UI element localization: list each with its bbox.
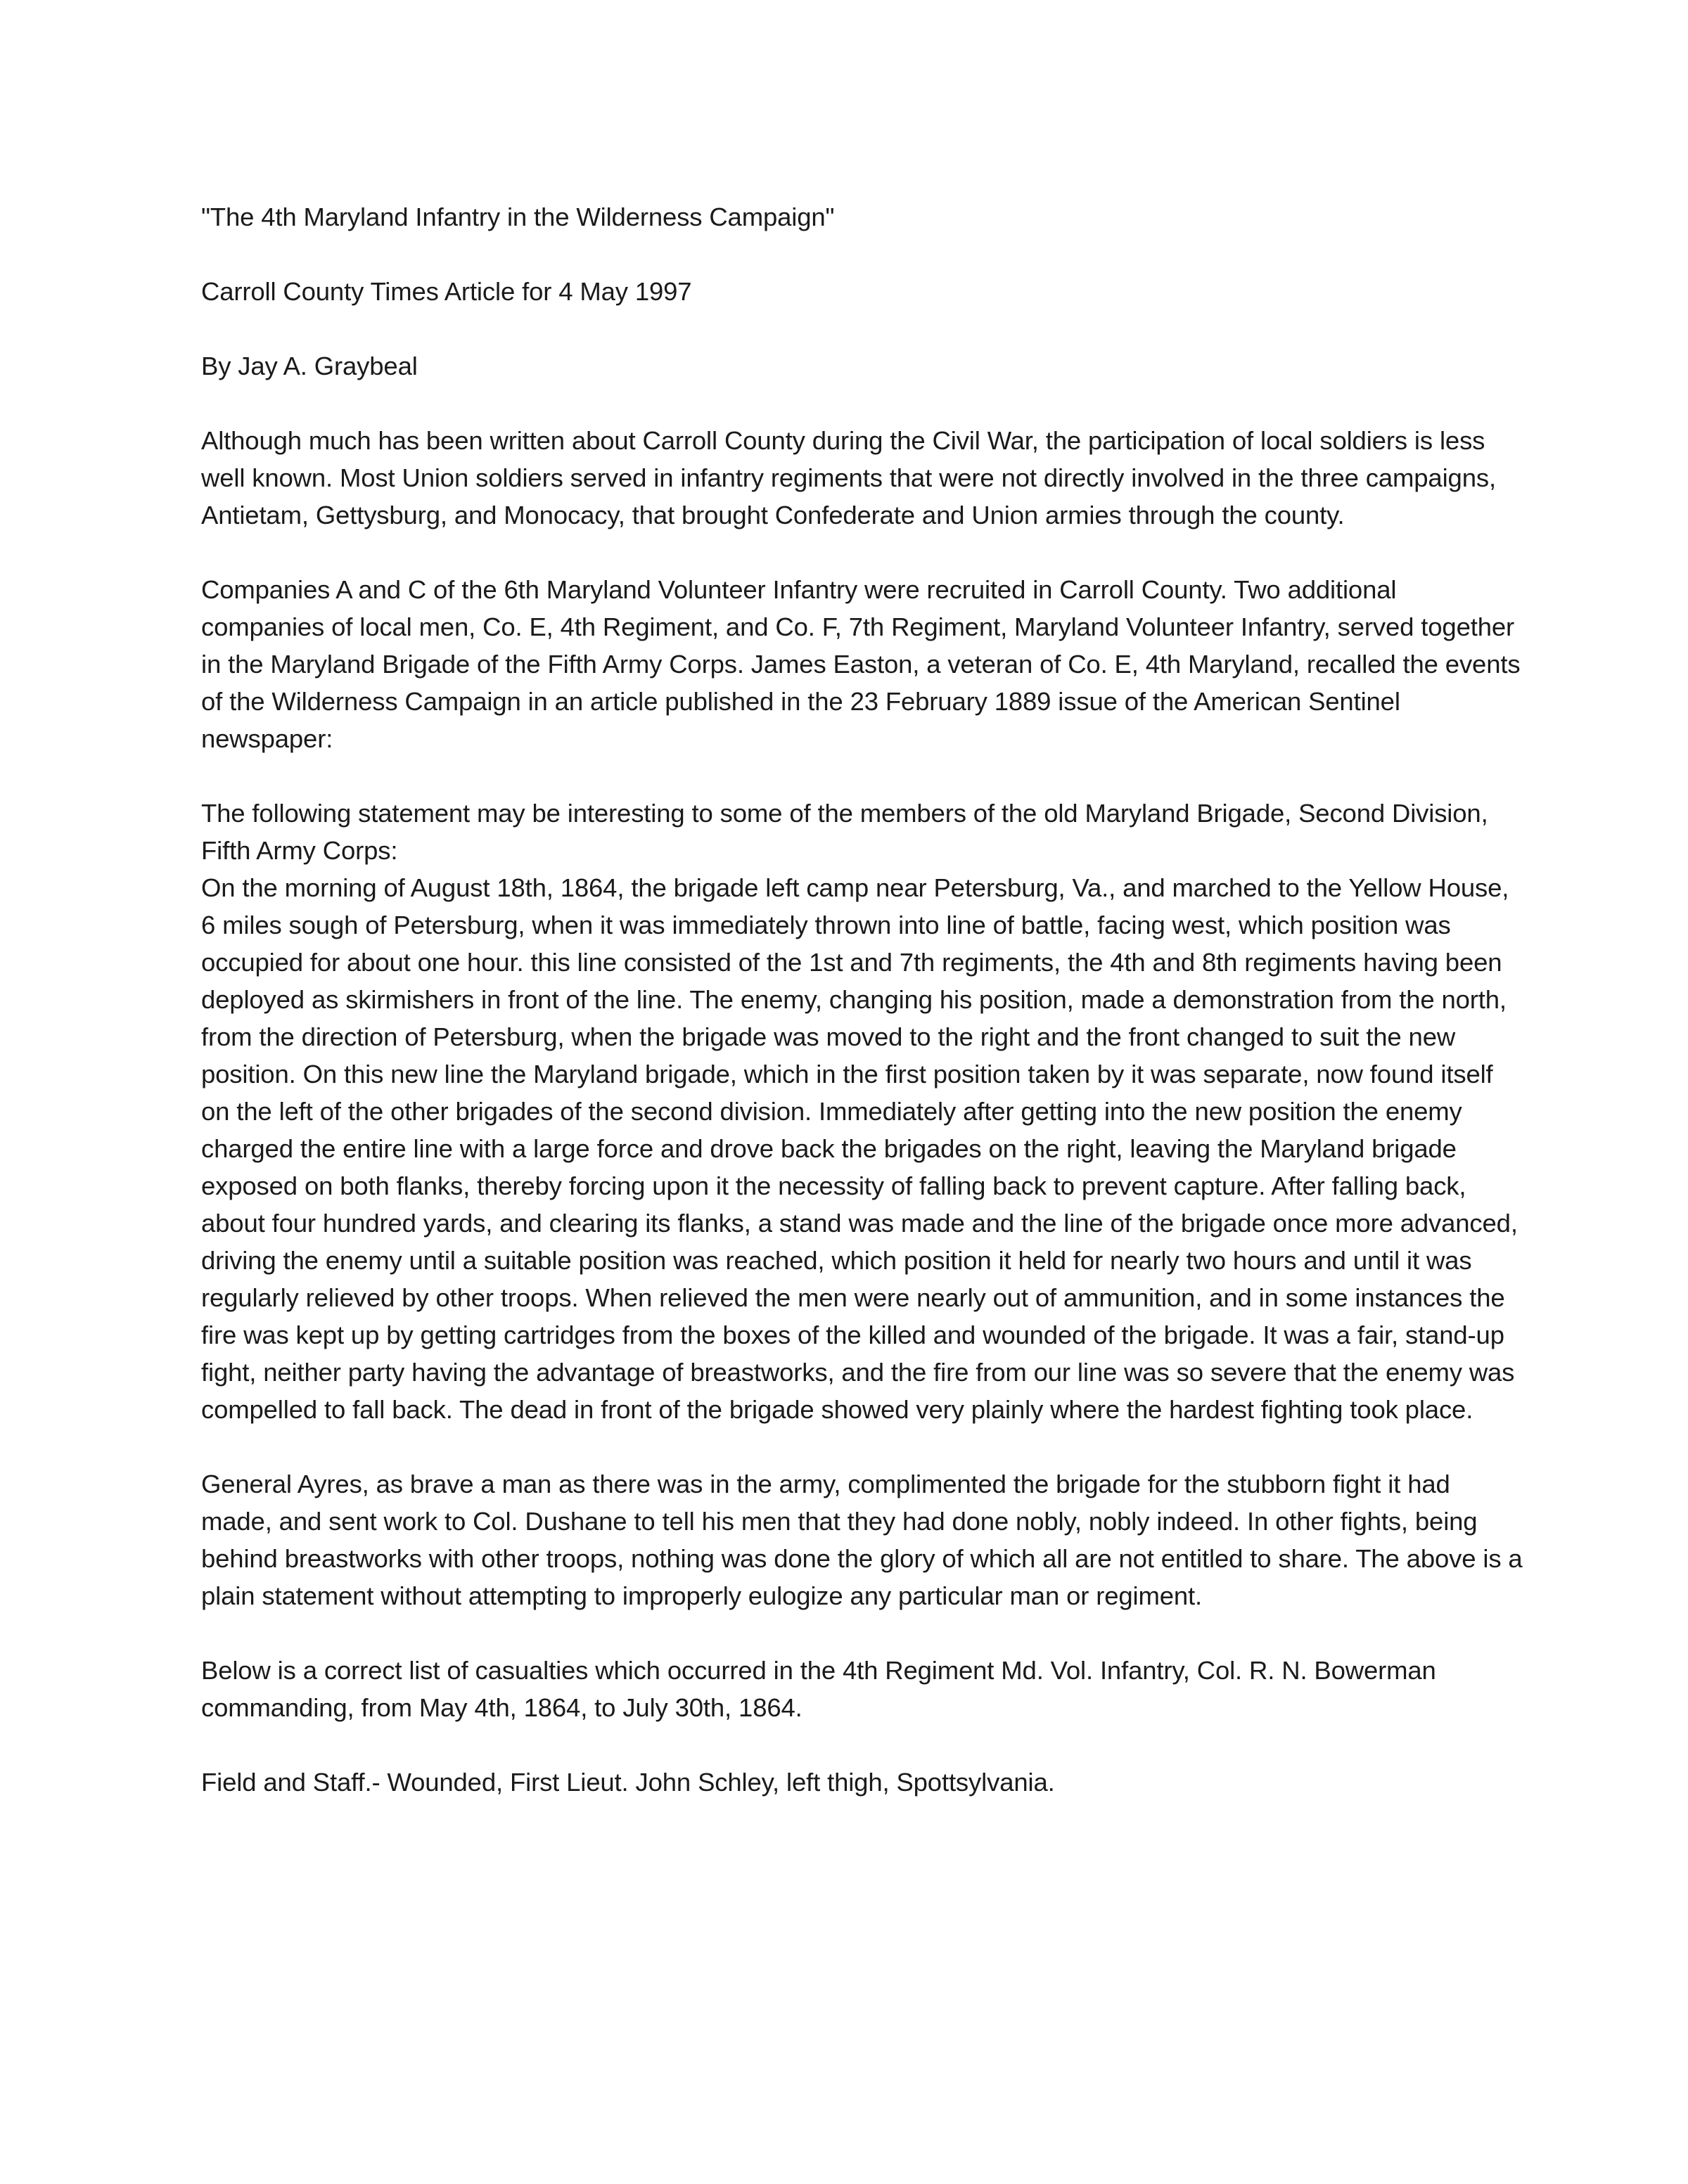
paragraph-statement-intro: The following statement may be interesting to some of the members of the old Maryland Brigade, Second Division, Fifth Army Corps: xyxy=(201,799,1488,865)
paragraph-intro: Although much has been written about Carroll County during the Civil War, the participation of local soldiers is less well known. Most Union soldiers served in infantry regiments that were not directly involved in the three campaigns, Antietam, Gettysburg, and Monocacy, that brought Confederate and Union armies through the county. xyxy=(201,426,1496,529)
document-body xyxy=(201,198,1523,1838)
paragraph-general-ayres: General Ayres, as brave a man as there was in the army, complimented the brigade for the stubborn fight it had made, and sent work to Col. Dushane to tell his men that they had done nobly, nobly indeed. In other fights, being behind breastworks with other troops, nothing was done the glory of which all are not entitled to share. The above is a plain statement without attempting to improperly eulogize any particular man or regiment. xyxy=(201,1470,1523,1610)
paragraph-companies: Companies A and C of the 6th Maryland Volunteer Infantry were recruited in Carroll County. Two additional companies of local men, Co. E, 4th Regiment, and Co. F, 7th Regiment, Maryland Volunteer Infantry, served together in the Maryland Brigade of the Fifth Army Corps. James Easton, a veteran of Co. E, 4th Maryland, recalled the events of the Wilderness Campaign in an article published in the 23 February 1889 issue of the American Sentinel newspaper: xyxy=(201,575,1521,753)
paragraph-field-and-staff: Field and Staff.- Wounded, First Lieut. John Schley, left thigh, Spottsylvania. xyxy=(201,1768,1055,1797)
article-title: "The 4th Maryland Infantry in the Wilderness Campaign" xyxy=(201,203,835,231)
paragraph-battle-account: On the morning of August 18th, 1864, the brigade left camp near Petersburg, Va., and marched to the Yellow House, 6 miles sough of Petersburg, when it was immediately thrown into line of battle, facing west, which position was occupied for about one hour. this line consisted of the 1st and 7th regiments, the 4th and 8th regiments having been deployed as skirmishers in front of the line. The enemy, changing his position, made a demonstration from the north, from the direction of Petersburg, when the brigade was moved to the right and the front changed to suit the new position. On this new line the Maryland brigade, which in the first position taken by it was separate, now found itself on the left of the other brigades of the second division. Immediately after getting into the new position the enemy charged the entire line with a large force and drove back the brigades on the right, leaving the Maryland brigade exposed on both flanks, thereby forcing upon it the necessity of falling back to prevent capture. After falling back, about four hundred yards, and clearing its flanks, a stand was made and the line of the brigade once more advanced, driving the enemy until a suitable position was reached, which position it held for nearly two hours and until it was regularly relieved by other troops. When relieved the men were nearly out of ammunition, and in some instances the fire was kept up by getting cartridges from the boxes of the killed and wounded of the brigade. It was a fair, stand-up fight, neither party having the advantage of breastworks, and the fire from our line was so severe that the enemy was compelled to fall back. The dead in front of the brigade showed very plainly where the hardest fighting took place. xyxy=(201,873,1518,1424)
article-subtitle: Carroll County Times Article for 4 May 1997 xyxy=(201,277,692,306)
paragraph-casualty-list-intro: Below is a correct list of casualties which occurred in the 4th Regiment Md. Vol. Infantry, Col. R. N. Bowerman commanding, from May 4th, 1864, to July 30th, 1864. xyxy=(201,1656,1436,1722)
article-byline: By Jay A. Graybeal xyxy=(201,352,418,380)
